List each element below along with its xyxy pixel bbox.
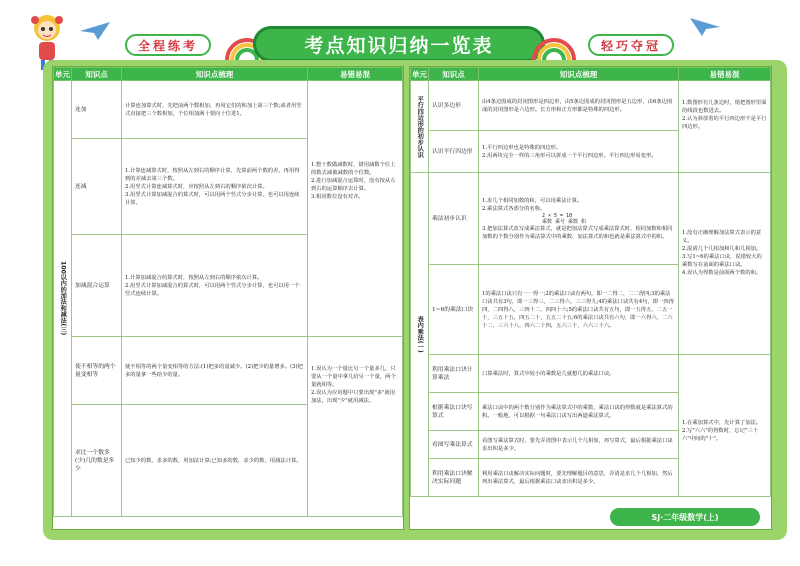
unit-label: 平行四边形的初步认识 bbox=[411, 81, 429, 173]
knowledge-point: 使不相等的两个量变相等 bbox=[72, 337, 122, 405]
knowledge-point: 认识多边形 bbox=[429, 81, 479, 131]
summary-cell: 1.计算连减算式时，按照从左到右的顺序计算，先算前两个数的差，再用得到的差减去第三个数。 2.用竖式计算连减算式时，应按照从左到右的顺序依次计算。 3.用竖式计算加减混合的算式时，可以用两个竖式分步计算，也可以用连续计算。 bbox=[122, 139, 308, 235]
unit-label: 100以内的加法和减法(三) bbox=[54, 81, 72, 517]
knowledge-point: 乘法初步认识 bbox=[429, 173, 479, 265]
mistakes-cell: 1.整十数做减数时，错用减数个位上的数去减被减数的个位数。 2.进行加减混合运算时，没有按从左到右的运算顺序去计算。 3.相同数位没有对齐。 bbox=[308, 81, 403, 337]
summary-cell: 1.平行四边形也是特殊的四边形。 2.用两块完全一样的三角形可以拼成一个平行四边形。平行四边形易变形。 bbox=[479, 131, 679, 173]
summary-cell: 使不相等的两个量变相等的方法:(1)把多的量减少。(2)把少的量增多。(3)把多的量拿一些给少的量。 bbox=[122, 337, 308, 405]
knowledge-point: 利用乘法口诀解决实际问题 bbox=[429, 459, 479, 497]
summary-cell: 口算乘法时，算式中较小的乘数是几就想几的乘法口诀。 bbox=[479, 355, 679, 393]
col-unit: 单元 bbox=[55, 69, 70, 79]
knowledge-point: 加减混合运算 bbox=[72, 235, 122, 337]
col-mistakes: 易错易混 bbox=[679, 68, 771, 81]
multiplication-formula: 2 × 5 = 10 乘数 乘号 乘数 积 bbox=[542, 212, 587, 225]
left-table bbox=[53, 67, 403, 517]
knowledge-point: 看图写乘法算式 bbox=[429, 431, 479, 459]
col-summary: 知识点梳理 bbox=[122, 68, 308, 81]
right-table bbox=[410, 67, 771, 497]
summary-cell: 利用乘法口诀解决实际问题时，要先理解题目的意思，弄清是求几个几相加，然后列出乘法算式，最后根据乘法口诀求出积是多少。 bbox=[479, 459, 679, 497]
col-unit: 单元 bbox=[412, 69, 427, 79]
grade-badge: SJ·二年级数学(上) bbox=[610, 508, 760, 526]
col-knowledge-point: 知识点 bbox=[72, 68, 122, 81]
knowledge-point: 1~6的乘法口诀 bbox=[429, 265, 479, 355]
summary-cell: 由4条边围成的封闭图形是四边形，由5条边围成的封闭图形是五边形，由6条边围成的封闭图形是六边形。长方形和正方形都是特殊的四边形。 bbox=[479, 81, 679, 131]
table-row bbox=[54, 81, 403, 139]
col-knowledge-point: 知识点 bbox=[429, 68, 479, 81]
mistakes-cell: 1.误认为一个量比另一个量多几，只要从一个量中拿几给另一个量，两个量就相等。 2.误认为应用题中只要出现"多"就用加法，出现"少"就用减法。 bbox=[308, 337, 403, 517]
unit-label: 表内乘法(一) bbox=[411, 173, 429, 497]
summary-cell: 1.计算加减混合的算式时，按照从左到右的顺序依次计算。 2.用竖式计算加减混合的算式时，可以用两个竖式分步计算，也可以用一个竖式连续计算。 bbox=[122, 235, 308, 337]
summary-cell: 看图写乘法算式时，要先弄清图中表示几个几相加，再写算式，最后根据乘法口诀求出积是多少。 bbox=[479, 431, 679, 459]
table-row bbox=[411, 173, 771, 265]
summary-cell: 1.求几个相同加数的和，可以用乘法计算。 2.乘法算式各部分的名称。 2 × 5 = 10 乘数 乘号 乘数 积 3.把加法算式改写成乘法算式，就是把加法算式写成乘法算式时，相同加数和相同加数的个数分别作为乘法算式中的乘数，加法算式的和也就是乘法算式中的积。 bbox=[479, 173, 679, 265]
paper-plane-icon bbox=[690, 18, 720, 36]
knowledge-point: 求比一个数多(少)几的数是多少 bbox=[72, 405, 122, 517]
summary-cell: 乘法口诀中的两个数分别作为乘法算式中的乘数，乘法口诀的得数就是乘法算式的积。一般地，可以根据一句乘法口诀写出两道乘法算式。 bbox=[479, 393, 679, 431]
summary-cell: 计算连加算式时，先把前两个数相加，再用它们的和加上第三个数;或者用竖式直接把三个数相加，个位相加满十要向十位进1。 bbox=[122, 81, 308, 139]
knowledge-point: 根据乘法口诀写算式 bbox=[429, 393, 479, 431]
left-pill: 全程练考 bbox=[125, 34, 211, 56]
knowledge-point: 连加 bbox=[72, 81, 122, 139]
mistakes-cell: 1.没有正确理解加法算式表示的意义。 2.混淆几个几相加和几和几相加。 3.写1~6的乘法口诀，说错较大的乘数写在前面的乘法口诀。 4.误认为得数是前面两个数的和。 bbox=[679, 173, 771, 355]
col-summary: 知识点梳理 bbox=[479, 68, 679, 81]
col-mistakes: 易错易混 bbox=[308, 68, 403, 81]
mistakes-cell: 1.数图形有几条边时，错把图形里面的线段也数进去。 2.认为斜放着的平行四边形不是平行四边形。 bbox=[679, 81, 771, 173]
paper-plane-icon bbox=[80, 22, 110, 40]
right-panel bbox=[409, 66, 772, 530]
left-panel bbox=[52, 66, 404, 530]
knowledge-point: 利用乘法口诀计算乘法 bbox=[429, 355, 479, 393]
summary-cell: 1的乘法口诀只有一一得一;2的乘法口诀有两句，即一二得二，二二得四;3的乘法口诀共有3句，即一三得三，二三得六，三三得九;4的乘法口诀共有4句，即一四得四，二四得八，三四十二，四四十六;5的乘法口诀共有五句，即一五得五，二五一十，三五十五，四五二十，五五二十五;6的乘法口诀共有六句，即一六得六，二六十二，三六十八，四六二十四，五六三十，六六三十六。 bbox=[479, 265, 679, 355]
table-row bbox=[411, 355, 771, 393]
knowledge-point: 认识平行四边形 bbox=[429, 131, 479, 173]
rainbow-icon bbox=[532, 38, 576, 60]
right-pill: 轻巧夺冠 bbox=[588, 34, 674, 56]
page-title: 考点知识归纳一览表 bbox=[253, 26, 545, 62]
mistakes-cell: 1.在乘加算式中，先计算了加法。 2.写"六六"的得数时，忘记"三十六"中间的"十"。 bbox=[679, 355, 771, 497]
table-row bbox=[411, 81, 771, 131]
table-row bbox=[54, 337, 403, 405]
table-header-row bbox=[411, 68, 771, 81]
summary-cell: 已知少的数，求多的数，用加法计算;已知多的数，求少的数，用减法计算。 bbox=[122, 405, 308, 517]
knowledge-point: 连减 bbox=[72, 139, 122, 235]
table-header-row bbox=[54, 68, 403, 81]
